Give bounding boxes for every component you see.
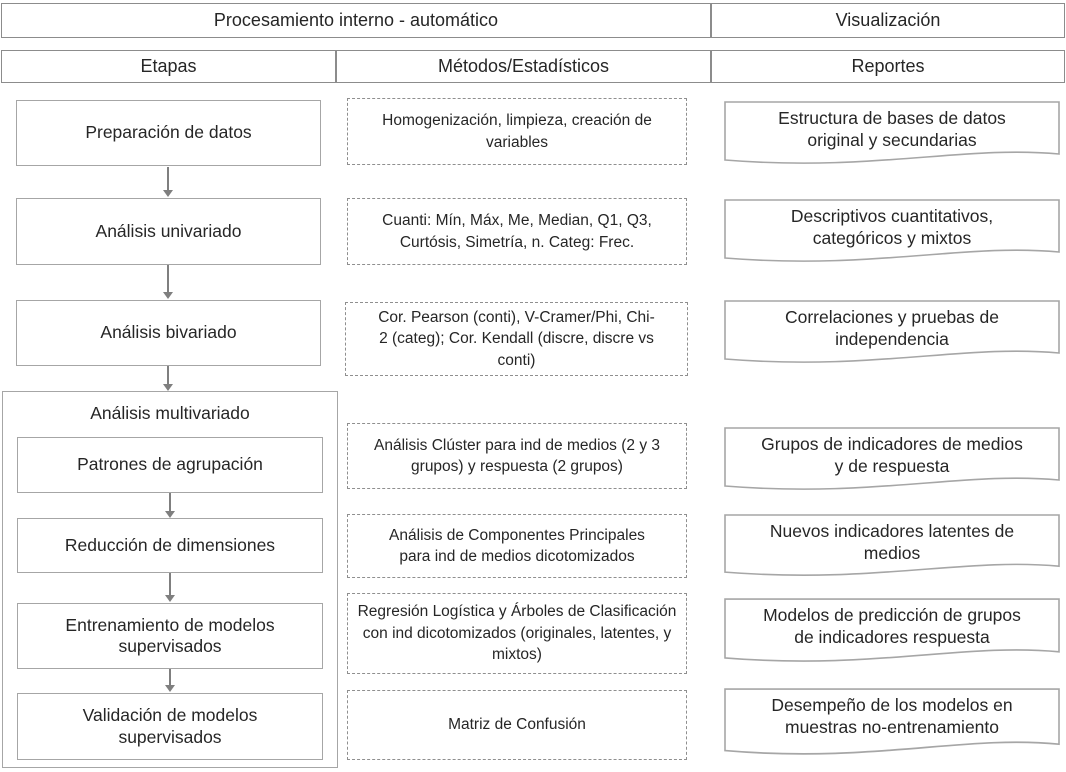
report-label: Descriptivos cuantitativos, categóricos y mixtos (790, 206, 994, 248)
stage-reduccion-dimensiones (17, 518, 323, 573)
report-label: Desempeño de los modelos en muestras no-entrenamiento (771, 695, 1013, 737)
method-label: Matriz de Confusión (448, 716, 586, 734)
header-visualization-label: Visualización (835, 10, 941, 30)
method-label: Análisis de Componentes Principales para ind de medios dicotomizados (389, 526, 645, 565)
multivariate-label (2, 395, 338, 431)
header-processing (1, 3, 711, 38)
stage-label: Análisis bivariado (100, 322, 237, 343)
report-doc-nuevos-indicadores (724, 514, 1060, 579)
stage-label: Entrenamiento de modelos supervisados (65, 614, 275, 656)
column-header-reportes (711, 50, 1065, 83)
method-label: Cor. Pearson (conti), V-Cramer/Phi, Chi-2 (categ); Cor. Kendall (discre, discre vs conti) (378, 308, 655, 369)
method-box-univariado (347, 198, 687, 265)
method-label: Análisis Clúster para ind de medios (2 y 3 grupos) y respuesta (2 grupos) (373, 436, 661, 475)
stage-label: Patrones de agrupación (77, 454, 263, 475)
method-box-regresion (347, 593, 687, 674)
report-doc-descriptivos (724, 199, 1060, 265)
report-label: Grupos de indicadores de medios y de respuesta (761, 434, 1023, 476)
method-box-cluster (347, 423, 687, 489)
down-arrow-connector (169, 669, 171, 685)
down-arrow-connector (169, 493, 171, 511)
method-label: Cuanti: Mín, Máx, Me, Median, Q1, Q3, Curtósis, Simetría, n. Categ: Frec. (382, 212, 652, 251)
stage-label: Reducción de dimensiones (64, 534, 276, 555)
column-header-etapas-label: Etapas (140, 56, 197, 76)
column-header-reportes-label: Reportes (851, 56, 925, 76)
down-arrow-connector (167, 265, 169, 292)
down-arrow-connector (167, 366, 169, 384)
method-box-acp (347, 514, 687, 578)
report-doc-grupos-indicadores (724, 427, 1060, 493)
column-header-etapas (1, 50, 336, 83)
stage-label: Preparación de datos (85, 122, 252, 143)
report-doc-modelos-prediccion (724, 598, 1060, 665)
method-label: Homogenización, limpieza, creación de variables (382, 112, 652, 151)
stage-label: Análisis univariado (95, 220, 242, 241)
stage-preparacion-datos (16, 100, 321, 166)
stage-patrones-agrupacion (17, 437, 323, 493)
stage-analisis-univariado (16, 198, 321, 265)
column-header-metodos-label: Métodos/Estadísticos (437, 56, 610, 76)
stage-analisis-bivariado (16, 300, 321, 366)
down-arrow-connector (169, 573, 171, 595)
header-processing-label: Procesamiento interno - automático (213, 10, 499, 30)
multivariate-label-text: Análisis multivariado (90, 402, 250, 423)
report-label: Modelos de predicción de grupos de indicadores respuesta (763, 605, 1021, 647)
method-box-homogenizacion (347, 98, 687, 165)
column-header-metodos (336, 50, 711, 83)
method-label: Regresión Logística y Árboles de Clasificación con ind dicotomizados (originales, latentes, y mixtos) (357, 603, 677, 664)
stage-validacion-modelos (17, 693, 323, 760)
down-arrow-connector (167, 167, 169, 190)
report-doc-correlaciones (724, 300, 1060, 366)
method-box-matriz-confusion (347, 690, 687, 760)
stage-label: Validación de modelos supervisados (82, 705, 258, 747)
report-doc-desempeno-modelos (724, 688, 1060, 758)
report-label: Estructura de bases de datos original y secundarias (778, 108, 1006, 150)
report-doc-estructura-bases (724, 101, 1060, 167)
report-label: Correlaciones y pruebas de independencia (784, 307, 999, 349)
method-box-bivariado (345, 302, 688, 376)
report-label: Nuevos indicadores latentes de medios (769, 521, 1015, 563)
stage-entrenamiento-modelos (17, 603, 323, 669)
header-visualization (711, 3, 1065, 38)
